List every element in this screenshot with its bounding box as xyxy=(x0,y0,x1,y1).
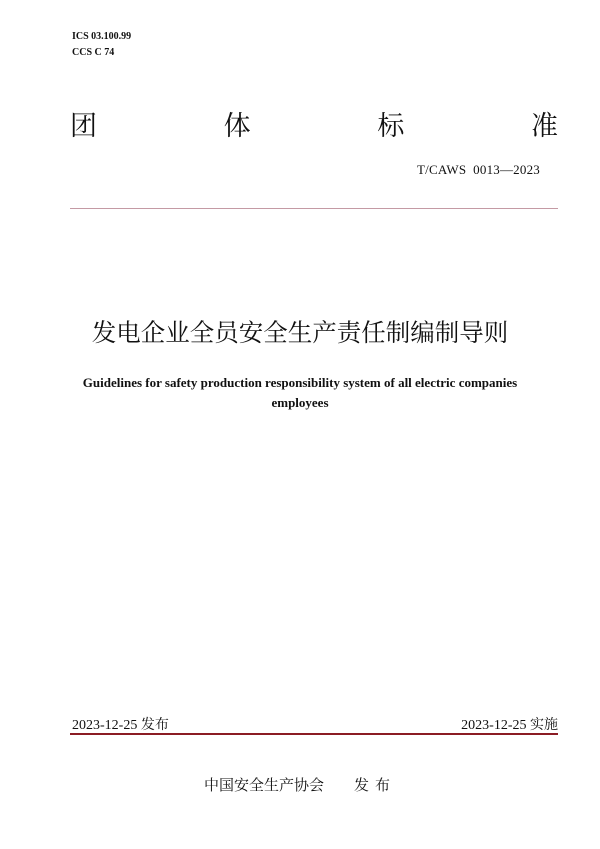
category-char: 团 xyxy=(70,111,97,142)
ccs-code: CCS C 74 xyxy=(72,47,115,58)
standard-category xyxy=(70,110,558,144)
bottom-divider xyxy=(70,733,558,735)
title-chinese: 发电企业全员安全生产责任制编制导则 xyxy=(91,318,509,347)
title-english xyxy=(40,373,560,413)
classification-codes xyxy=(72,29,131,61)
title-english-line2: employees xyxy=(271,395,329,410)
top-divider xyxy=(70,208,558,209)
category-char: 准 xyxy=(530,111,558,142)
ics-code: ICS 03.100.99 xyxy=(72,31,132,42)
standard-number: T/CAWS 0013—2023 xyxy=(417,162,540,177)
title-english-line1: Guidelines for safety production responsibility system of all electric companies xyxy=(82,375,518,390)
implementation-date: 2023-12-25 实施 xyxy=(461,718,558,733)
issue-date: 2023-12-25 发布 xyxy=(72,718,169,733)
publisher-name: 中国安全生产协会 xyxy=(203,776,324,794)
category-char: 标 xyxy=(377,111,405,142)
category-char: 体 xyxy=(223,111,251,142)
publish-label: 发布 xyxy=(354,776,397,794)
publisher-block xyxy=(0,774,600,795)
